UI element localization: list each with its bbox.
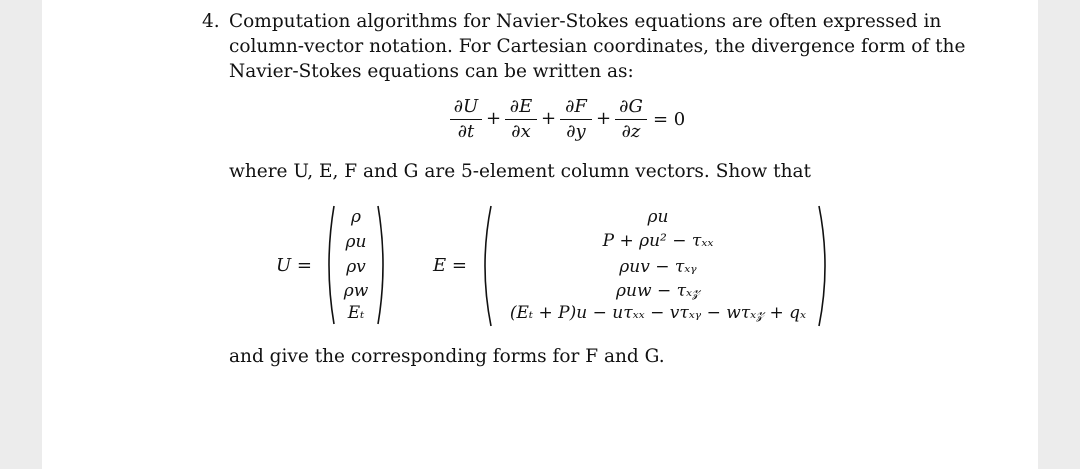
left-paren <box>324 205 336 325</box>
E-entry-5: (Eₜ + P)u − uτₓₓ − vτₓᵧ − wτₓ𝓏 + qₓ <box>509 303 807 323</box>
U-entry-rho-u: ρu <box>345 232 367 252</box>
right-paren <box>376 205 388 325</box>
fraction-denominator: ∂z <box>621 121 641 142</box>
right-paren <box>817 205 831 327</box>
fraction-denominator: ∂t <box>457 121 475 142</box>
problem-number: 4. <box>202 11 220 32</box>
paragraph-line-2: column-vector notation. For Cartesian coordinates, the divergence form of the <box>229 36 966 57</box>
fraction-bar <box>560 119 592 120</box>
E-label: E = <box>433 255 467 276</box>
paragraph-line-1: Computation algorithms for Navier-Stokes equations are often expressed in <box>229 11 942 32</box>
fraction-dE-dx <box>505 96 537 143</box>
fraction-denominator: ∂y <box>566 121 586 142</box>
fraction-numerator: ∂E <box>509 96 533 117</box>
closing-line: and give the corresponding forms for F and G. <box>229 346 665 367</box>
where-line: where U, E, F and G are 5-element column vectors. Show that <box>229 161 811 182</box>
plus-sign: + <box>596 108 612 129</box>
U-entry-Et: Eₜ <box>347 303 365 323</box>
U-label: U = <box>276 255 312 276</box>
fraction-numerator: ∂U <box>453 96 479 117</box>
E-entry-1: ρu <box>647 207 669 227</box>
fraction-dF-dy <box>560 96 592 143</box>
U-entry-rho-w: ρw <box>343 281 369 301</box>
document-page <box>42 0 1038 469</box>
U-entry-rho: ρ <box>351 207 361 227</box>
fraction-dG-dz <box>615 96 647 143</box>
fraction-numerator: ∂G <box>619 96 643 117</box>
fraction-bar <box>505 119 537 120</box>
U-entry-rho-v: ρv <box>346 257 366 277</box>
fraction-denominator: ∂x <box>511 121 531 142</box>
plus-sign: + <box>486 108 502 129</box>
E-entry-2: P + ρu² − τₓₓ <box>602 231 714 251</box>
fraction-bar <box>615 119 647 120</box>
fraction-numerator: ∂F <box>565 96 587 117</box>
plus-sign: + <box>541 108 557 129</box>
E-entry-3: ρuv − τₓᵧ <box>619 257 697 277</box>
fraction-dU-dt <box>450 96 482 143</box>
left-paren <box>479 205 493 327</box>
E-entry-4: ρuw − τₓ𝓏 <box>616 281 700 301</box>
fraction-bar <box>450 119 482 120</box>
paragraph-line-3: Navier-Stokes equations can be written as: <box>229 61 634 82</box>
equals-zero: = 0 <box>653 109 686 130</box>
